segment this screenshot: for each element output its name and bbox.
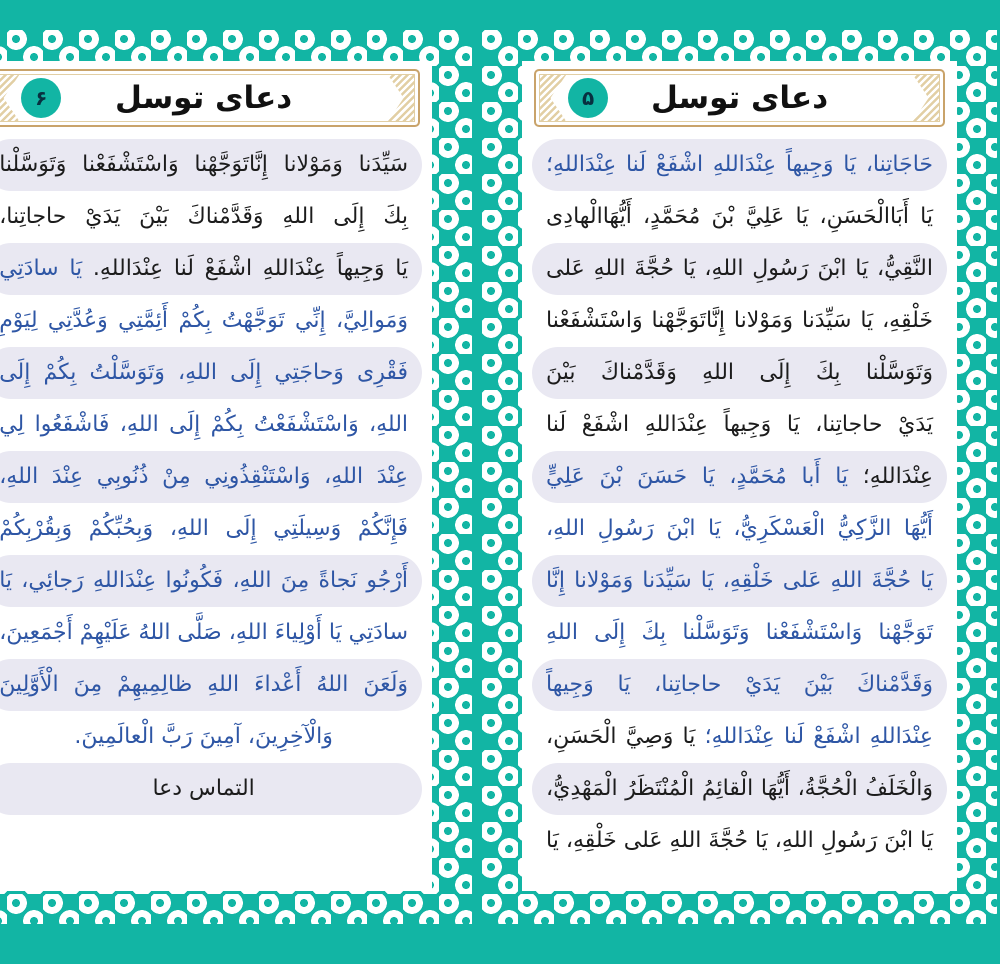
prayer-text-segment: يَدَيْ حاجاتِنا، يَا وَجِيهاً عِنْدَاللهِ اشْفَعْ لَنا xyxy=(547,412,934,437)
prayer-line xyxy=(533,815,948,867)
prayer-line xyxy=(0,399,423,451)
prayer-line xyxy=(0,659,423,711)
prayer-text-segment: أَيُّهَا الزَّكِيُّ الْعَسْكَرِيُّ، يَا ابْنَ رَسُولِ اللهِ، xyxy=(547,516,934,541)
header-ornament-left-icon xyxy=(541,75,567,121)
prayer-text-area xyxy=(0,139,423,891)
prayer-text-segment: وَالْآخِرِينَ، آمِينَ رَبَّ الْعالَمِينَ. xyxy=(75,724,334,749)
prayer-text-segment: وَلَعَنَ اللهُ أَعْداءَ اللهِ ظالِمِيهِمْ مِنَ الْأَوَّلِينَ xyxy=(0,672,410,697)
left-page-ornament-frame xyxy=(483,30,998,924)
left-page xyxy=(523,61,958,891)
prayer-text-segment: يَا حُجَّةَ اللهِ عَلی خَلْقِهِ، يَا سَيِّدَنا وَمَوْلانا إِنَّا xyxy=(547,568,934,593)
prayer-line xyxy=(533,763,948,815)
prayer-line xyxy=(0,763,423,815)
prayer-line xyxy=(0,711,423,763)
prayer-line xyxy=(0,243,423,295)
prayer-text-segment: يَا سادَتِي xyxy=(0,256,84,281)
prayer-line xyxy=(0,347,423,399)
prayer-line xyxy=(533,243,948,295)
prayer-text-segment: التماس دعا xyxy=(153,776,256,801)
prayer-text-segment: وَالْخَلَفُ الْحُجَّةُ، أَيُّهَا الْقائِمُ الْمُنْتَظَرُ الْمَهْدِيُّ، xyxy=(547,776,934,801)
prayer-line xyxy=(533,139,948,191)
prayer-line xyxy=(0,503,423,555)
prayer-text-segment: سادَتِي يَا أَوْلِياءَ اللهِ، صَلَّى اللهُ عَلَيْهِمْ أَجْمَعِينَ، xyxy=(0,620,410,645)
prayer-line xyxy=(0,451,423,503)
header-ornament-right-icon xyxy=(389,75,415,121)
prayer-line xyxy=(533,347,948,399)
prayer-line xyxy=(0,139,423,191)
prayer-line xyxy=(533,451,948,503)
prayer-line xyxy=(0,607,423,659)
prayer-line xyxy=(0,191,423,243)
right-page-ornament-frame xyxy=(0,30,473,924)
page-title: دعای توسل xyxy=(116,80,294,116)
prayer-text-segment: يَا أَبَاالْحَسَنِ، يَا عَلِيَّ بْنَ مُحَمَّدٍ، أَيُّهَاالْهادِی xyxy=(547,204,934,229)
prayer-text-segment: وَمَوالِيَّ، إِنِّي تَوَجَّهْتُ بِكُمْ أَئِمَّتِي وَعُدَّتِي لِيَوْمِ xyxy=(0,308,410,333)
book-spread xyxy=(2,30,998,924)
header-ornament-left-icon xyxy=(0,75,20,121)
prayer-line xyxy=(533,191,948,243)
prayer-text-segment: فَإِنَّكُمْ وَسِيلَتِي إِلَى اللهِ، وَبِحُبِّكُمْ وَبِقُرْبِكُمْ xyxy=(0,516,410,541)
right-page xyxy=(0,61,433,891)
prayer-text-segment: يَا وَجِيهاً عِنْدَاللهِ اشْفَعْ لَنا عِنْدَاللهِ. xyxy=(93,256,410,281)
prayer-text-segment: خَلْقِهِ، يَا سَيِّدَنا وَمَوْلانا إِنَّاتَوَجَّهْنا وَاسْتَشْفَعْنا xyxy=(547,308,934,333)
right-page-header xyxy=(0,69,421,127)
prayer-text-segment: سَيِّدَنا وَمَوْلانا إِنَّاتَوَجَّهْنا وَاسْتَشْفَعْنا وَتَوَسَّلْنا xyxy=(0,152,410,177)
prayer-line xyxy=(0,295,423,347)
prayer-text-segment: تَوَجَّهْنا وَاسْتَشْفَعْنا وَتَوَسَّلْنا بِكَ إِلَى اللهِ xyxy=(547,620,934,645)
prayer-line xyxy=(533,503,948,555)
prayer-text-segment: فَقْرِی وَحاجَتِي إِلَى اللهِ، وَتَوَسَّلْتُ بِكُمْ إِلَى xyxy=(0,360,410,385)
prayer-text-segment: يَا أَبا مُحَمَّدٍ، يَا حَسَنَ بْنَ عَلِيٍّ xyxy=(547,464,850,489)
prayer-line xyxy=(533,659,948,711)
prayer-text-segment: أَرْجُو نَجاةً مِنَ اللهِ، فَكُونُوا عِنْدَاللهِ رَجائِي، يَا xyxy=(0,568,410,593)
header-ornament-right-icon xyxy=(914,75,940,121)
page-title: دعای توسل xyxy=(651,80,830,116)
prayer-line xyxy=(533,399,948,451)
prayer-text-segment: عِنْدَاللهِ؛ xyxy=(863,464,934,489)
prayer-text-segment: بِكَ إِلَى اللهِ وَقَدَّمْناكَ بَيْنَ يَدَيْ حاجاتِنا، xyxy=(0,204,410,229)
prayer-text-segment: وَتَوَسَّلْنا بِكَ إِلَى اللهِ وَقَدَّمْناكَ بَيْنَ xyxy=(547,360,934,385)
page-number-badge: ۵ xyxy=(569,78,609,118)
left-page-header xyxy=(535,69,946,127)
prayer-line xyxy=(533,295,948,347)
prayer-text-segment: النَّقِيُّ، يَا ابْنَ رَسُولِ اللهِ، يَا حُجَّةَ اللهِ عَلی xyxy=(547,256,934,281)
prayer-text-segment: اللهِ، وَاسْتَشْفَعْتُ بِكُمْ إِلَى اللهِ، فَاشْفَعُوا لِي xyxy=(0,412,410,437)
prayer-line xyxy=(533,607,948,659)
prayer-text-segment: عِنْدَ اللهِ، وَاسْتَنْقِذُونِي مِنْ ذُنُوبِي عِنْدَ اللهِ، xyxy=(0,464,410,489)
prayer-line xyxy=(0,555,423,607)
prayer-text-segment: وَقَدَّمْناكَ بَيْنَ يَدَيْ حاجاتِنا، يَا وَجِيهاً xyxy=(547,672,934,697)
prayer-line xyxy=(533,555,948,607)
page-number-badge: ۶ xyxy=(22,78,62,118)
prayer-text-segment: عِنْدَاللهِ اشْفَعْ لَنا عِنْدَاللهِ؛ xyxy=(705,724,934,749)
prayer-text-area xyxy=(533,139,948,891)
prayer-text-segment: حَاجَاتِنا، يَا وَجِيهاً عِنْدَاللهِ اشْفَعْ لَنا عِنْدَاللهِ؛ xyxy=(547,152,934,177)
prayer-text-segment: يَا وَصِيَّ الْحَسَنِ، xyxy=(547,724,697,749)
prayer-line xyxy=(533,711,948,763)
prayer-text-segment: يَا ابْنَ رَسُولِ اللهِ، يَا حُجَّةَ اللهِ عَلی خَلْقِهِ، يَا xyxy=(547,828,934,853)
